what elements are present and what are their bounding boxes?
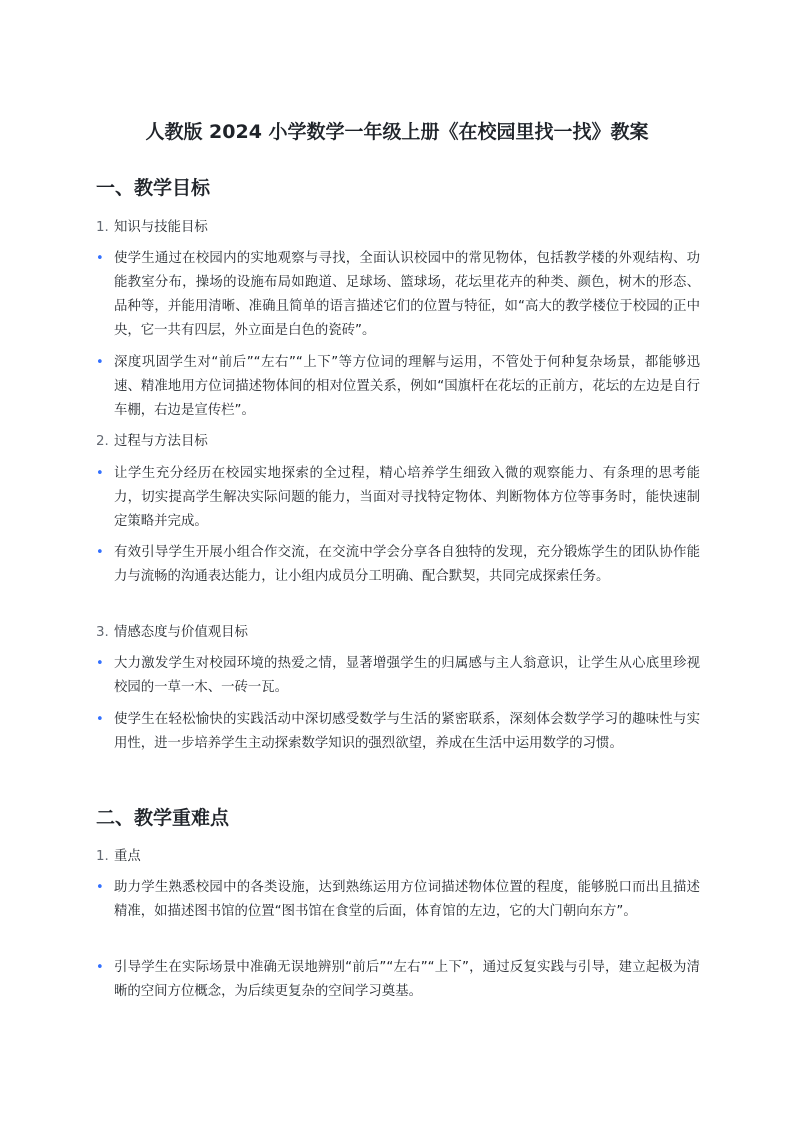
sub-item-number: 1. [96, 220, 109, 235]
bullet-dot-icon: • [96, 466, 104, 481]
sub-item-number: 2. [96, 434, 109, 449]
list-item [96, 351, 700, 423]
list-item-text: 引导学生在实际场景中准确无误地辨别“前后”“左右”“上下”，通过反复实践与引导，建立起极为清晰的空间方位概念，为后续更复杂的空间学习奠基。 [114, 960, 700, 999]
bullet-dot-icon: • [96, 251, 104, 266]
list-item [96, 876, 700, 924]
list-item-text: 有效引导学生开展小组合作交流，在交流中学会分享各自独特的发现，充分锻炼学生的团队协作能力与流畅的沟通表达能力，让小组内成员分工明确、配合默契，共同完成探索任务。 [114, 545, 700, 584]
list-item-text: 使学生通过在校园内的实地观察与寻找，全面认识校园中的常见物体，包括教学楼的外观结构、功能教室分布，操场的设施布局如跑道、足球场、篮球场，花坛里花卉的种类、颜色，树木的形态、品种等，并能用清晰、准确且简单的语言描述它们的位置与特征，如“高大的教学楼位于校园的正中央，它一共有四层，外立面是白色的瓷砖”。 [114, 251, 700, 338]
bullet-dot-icon: • [96, 960, 104, 975]
list-item [96, 247, 700, 343]
list-item-text: 使学生在轻松愉快的实践活动中深切感受数学与生活的紧密联系，深刻体会数学学习的趣味性与实用性，进一步培养学生主动探索数学知识的强烈欲望，养成在生活中运用数学的习惯。 [114, 712, 700, 751]
sub-item-process-methods [96, 432, 208, 452]
section-heading-teaching-goals: 一、教学目标 [96, 177, 211, 199]
bullet-dot-icon: • [96, 880, 104, 895]
sub-item-label: 重点 [114, 849, 141, 864]
sub-item-key-points [96, 847, 141, 867]
sub-item-knowledge-skills [96, 218, 208, 238]
list-item-text: 大力激发学生对校园环境的热爱之情，显著增强学生的归属感与主人翁意识，让学生从心底里珍视校园的一草一木、一砖一瓦。 [114, 656, 700, 695]
list-item [96, 956, 700, 1004]
list-item [96, 652, 700, 700]
sub-item-label: 知识与技能目标 [114, 220, 208, 235]
bullet-dot-icon: • [96, 712, 104, 727]
sub-item-number: 3. [96, 625, 109, 640]
sub-item-emotion-values [96, 623, 248, 643]
sub-item-label: 过程与方法目标 [114, 434, 208, 449]
list-item-text: 助力学生熟悉校园中的各类设施，达到熟练运用方位词描述物体位置的程度，能够脱口而出且描述精准，如描述图书馆的位置“图书馆在食堂的后面，体育馆的左边，它的大门朝向东方”。 [114, 880, 700, 919]
document-title: 人教版 2024 小学数学一年级上册《在校园里找一找》教案 [145, 121, 649, 143]
bullet-dot-icon: • [96, 656, 104, 671]
list-item-text: 让学生充分经历在校园实地探索的全过程，精心培养学生细致入微的观察能力、有条理的思考能力，切实提高学生解决实际问题的能力，当面对寻找特定物体、判断物体方位等事务时，能快速制定策略并完成。 [114, 466, 700, 529]
sub-item-number: 1. [96, 849, 109, 864]
sub-item-label: 情感态度与价值观目标 [114, 625, 248, 640]
list-item-text: 深度巩固学生对“前后”“左右”“上下”等方位词的理解与运用，不管处于何种复杂场景，都能够迅速、精准地用方位词描述物体间的相对位置关系，例如“国旗杆在花坛的正前方，花坛的左边是自行车棚，右边是宣传栏”。 [114, 355, 700, 418]
list-item [96, 462, 700, 534]
list-item [96, 541, 700, 589]
list-item [96, 708, 700, 756]
bullet-dot-icon: • [96, 545, 104, 560]
bullet-dot-icon: • [96, 355, 104, 370]
section-heading-key-difficult-points: 二、教学重难点 [96, 807, 230, 829]
